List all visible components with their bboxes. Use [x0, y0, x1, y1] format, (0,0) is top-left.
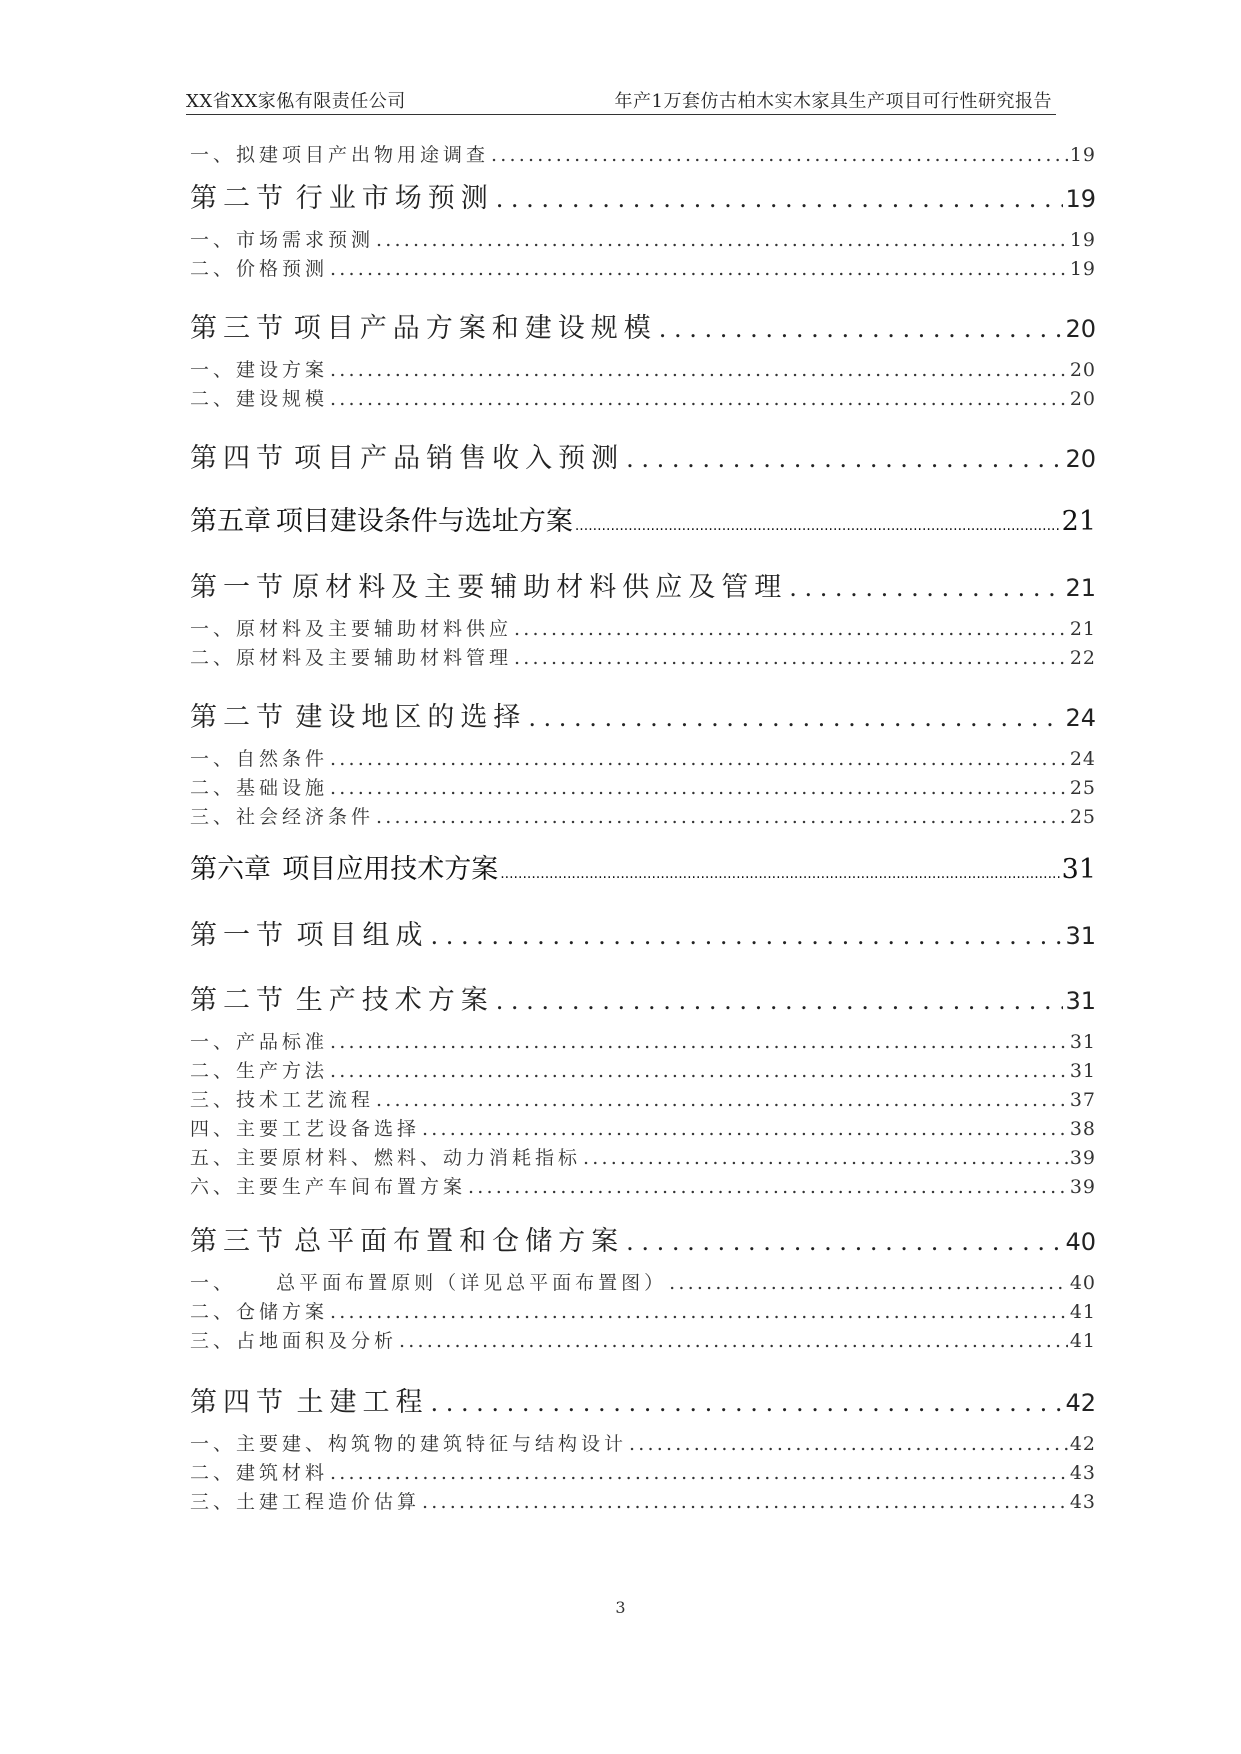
dot-leader — [669, 1272, 1068, 1294]
toc-entry[interactable] — [190, 1326, 1096, 1353]
toc-section-number: 第一节 — [190, 572, 289, 603]
dot-leader — [496, 987, 1064, 1015]
toc-item-label: 一、 总平面布置原则（详见总平面布置图） — [190, 1272, 668, 1294]
dot-leader — [399, 1330, 1068, 1352]
toc-entry[interactable] — [190, 1380, 1096, 1419]
toc-entry[interactable] — [190, 978, 1096, 1017]
dot-leader — [496, 185, 1064, 213]
toc-entry[interactable] — [190, 744, 1096, 771]
toc-page-number: 19 — [1069, 144, 1096, 166]
toc-item-label: 一、建设方案 — [190, 359, 329, 381]
dot-leader — [575, 518, 1060, 534]
toc-page-number: 21 — [1061, 506, 1096, 537]
toc-page-number: 20 — [1065, 315, 1096, 343]
toc-entry[interactable] — [190, 384, 1096, 411]
dot-leader — [430, 922, 1063, 950]
dot-leader — [330, 258, 1068, 280]
dot-leader — [789, 574, 1063, 602]
toc-section-title: 项目组成 — [296, 920, 429, 951]
dot-leader — [330, 1060, 1068, 1082]
page-number: 3 — [615, 1598, 626, 1617]
dot-leader — [514, 647, 1068, 669]
toc-page-number: 39 — [1069, 1147, 1096, 1169]
dot-leader — [629, 1433, 1068, 1455]
toc-entry[interactable] — [190, 140, 1096, 167]
dot-leader — [659, 315, 1064, 343]
toc-page-number: 40 — [1069, 1272, 1096, 1294]
toc-section-title: 生产技术方案 — [295, 985, 494, 1016]
toc-item-label: 四、主要工艺设备选择 — [190, 1118, 421, 1140]
toc-page-number: 20 — [1065, 445, 1096, 473]
toc-page-number: 19 — [1065, 185, 1096, 213]
dot-leader — [468, 1176, 1068, 1198]
toc-entry[interactable] — [190, 1085, 1096, 1112]
toc-section-number: 第一节 — [190, 920, 289, 951]
toc-page-number: 41 — [1069, 1330, 1096, 1352]
toc-entry[interactable] — [190, 225, 1096, 252]
toc-chapter-number: 第六章 — [190, 854, 271, 885]
toc-page-number: 31 — [1065, 922, 1096, 950]
toc-item-label: 二、基础设施 — [190, 777, 329, 799]
toc-page-number: 43 — [1069, 1491, 1096, 1513]
toc-entry[interactable] — [190, 254, 1096, 281]
toc-entry[interactable] — [190, 1219, 1096, 1258]
toc-section-number: 第二节 — [190, 183, 289, 214]
table-of-contents — [190, 140, 1096, 1570]
toc-chapter-title: 项目建设条件与选址方案 — [275, 506, 573, 537]
toc-item-label: 三、技术工艺流程 — [190, 1089, 375, 1111]
toc-entry[interactable] — [190, 355, 1096, 382]
dot-leader — [330, 1301, 1068, 1323]
dot-leader — [376, 229, 1068, 251]
toc-item-label: 二、建筑材料 — [190, 1462, 329, 1484]
toc-entry[interactable] — [190, 1027, 1096, 1054]
dot-leader — [422, 1491, 1068, 1513]
toc-item-label: 一、原材料及主要辅助材料供应 — [190, 618, 513, 640]
toc-entry[interactable] — [190, 1143, 1096, 1170]
dot-leader — [626, 1228, 1063, 1256]
dot-leader — [330, 1462, 1068, 1484]
dot-leader — [330, 748, 1068, 770]
dot-leader — [491, 144, 1068, 166]
toc-page-number: 31 — [1069, 1031, 1096, 1053]
dot-leader — [376, 806, 1068, 828]
toc-section-title: 行业市场预测 — [295, 183, 494, 214]
toc-entry[interactable] — [190, 773, 1096, 800]
toc-item-label: 二、仓储方案 — [190, 1301, 329, 1323]
toc-item-label: 一、自然条件 — [190, 748, 329, 770]
dot-leader — [583, 1147, 1068, 1169]
toc-section-title: 土建工程 — [296, 1387, 429, 1418]
toc-entry[interactable] — [190, 913, 1096, 952]
toc-page-number: 39 — [1069, 1176, 1096, 1198]
toc-entry[interactable] — [190, 1297, 1096, 1324]
toc-page-number: 42 — [1065, 1389, 1096, 1417]
toc-section-number: 第四节 — [190, 443, 289, 474]
toc-item-label: 二、建设规模 — [190, 388, 329, 410]
dot-leader — [422, 1118, 1068, 1140]
dot-leader — [430, 1389, 1063, 1417]
toc-page-number: 31 — [1061, 854, 1096, 885]
toc-entry[interactable] — [190, 1114, 1096, 1141]
toc-entry[interactable] — [190, 1268, 1096, 1295]
toc-entry[interactable] — [190, 499, 1096, 538]
toc-page-number: 25 — [1069, 777, 1096, 799]
toc-page-number: 19 — [1069, 258, 1096, 280]
toc-page-number: 20 — [1069, 359, 1096, 381]
toc-chapter-title: 项目应用技术方案 — [282, 854, 499, 885]
toc-entry[interactable] — [190, 1429, 1096, 1456]
toc-item-label: 一、主要建、构筑物的建筑特征与结构设计 — [190, 1433, 628, 1455]
toc-entry[interactable] — [190, 695, 1096, 734]
toc-page-number: 37 — [1069, 1089, 1096, 1111]
toc-item-label: 三、社会经济条件 — [190, 806, 375, 828]
toc-section-number: 第四节 — [190, 1387, 289, 1418]
toc-section-title: 原材料及主要辅助材料供应及管理 — [292, 572, 788, 603]
dot-leader — [330, 777, 1068, 799]
toc-entry[interactable] — [190, 614, 1096, 641]
toc-page-number: 38 — [1069, 1118, 1096, 1140]
toc-entry[interactable] — [190, 1172, 1096, 1199]
toc-page-number: 20 — [1069, 388, 1096, 410]
toc-page-number: 31 — [1065, 987, 1096, 1015]
toc-page-number: 40 — [1065, 1228, 1096, 1256]
toc-chapter-number: 第五章 — [190, 506, 271, 537]
toc-page-number: 22 — [1069, 647, 1096, 669]
dot-leader — [330, 388, 1068, 410]
toc-item-label: 一、产品标准 — [190, 1031, 329, 1053]
report-title: 年产1万套仿古柏木实木家具生产项目可行性研究报告 — [614, 91, 1052, 112]
toc-entry[interactable] — [190, 643, 1096, 670]
toc-item-label: 一、市场需求预测 — [190, 229, 375, 251]
toc-page-number: 24 — [1069, 748, 1096, 770]
toc-entry[interactable] — [190, 306, 1096, 345]
toc-entry[interactable] — [190, 176, 1096, 215]
toc-page-number: 21 — [1069, 618, 1096, 640]
toc-section-number: 第二节 — [190, 985, 289, 1016]
toc-page-number: 41 — [1069, 1301, 1096, 1323]
toc-entry[interactable] — [190, 1056, 1096, 1083]
toc-page-number: 24 — [1065, 704, 1096, 732]
toc-section-number: 第三节 — [190, 1226, 289, 1257]
toc-entry[interactable] — [190, 1487, 1096, 1514]
toc-item-label: 三、占地面积及分析 — [190, 1330, 398, 1352]
toc-item-label: 六、主要生产车间布置方案 — [190, 1176, 467, 1198]
toc-entry[interactable] — [190, 436, 1096, 475]
dot-leader — [514, 618, 1068, 640]
dot-leader — [500, 866, 1059, 882]
toc-page-number: 21 — [1065, 574, 1096, 602]
toc-page-number: 43 — [1069, 1462, 1096, 1484]
toc-item-label: 二、价格预测 — [190, 258, 329, 280]
toc-item-label: 五、主要原材料、燃料、动力消耗指标 — [190, 1147, 582, 1169]
dot-leader — [528, 704, 1063, 732]
company-name: XX省XX家俬有限责任公司 — [186, 91, 406, 112]
toc-section-title: 建设地区的选择 — [295, 702, 527, 733]
toc-entry[interactable] — [190, 1458, 1096, 1485]
toc-page-number: 42 — [1069, 1433, 1096, 1455]
dot-leader — [330, 1031, 1068, 1053]
toc-item-label: 二、生产方法 — [190, 1060, 329, 1082]
toc-entry[interactable] — [190, 802, 1096, 829]
dot-leader — [376, 1089, 1068, 1111]
toc-item-label: 二、原材料及主要辅助材料管理 — [190, 647, 513, 669]
toc-section-number: 第二节 — [190, 702, 289, 733]
toc-page-number: 19 — [1069, 229, 1096, 251]
toc-section-title: 总平面布置和仓储方案 — [294, 1226, 625, 1257]
toc-section-number: 第三节 — [190, 313, 289, 344]
toc-page-number: 31 — [1069, 1060, 1096, 1082]
toc-item-label: 一、拟建项目产出物用途调查 — [190, 144, 490, 166]
toc-entry[interactable] — [190, 847, 1096, 886]
toc-section-title: 项目产品销售收入预测 — [294, 443, 625, 474]
toc-item-label: 三、土建工程造价估算 — [190, 1491, 421, 1513]
dot-leader — [626, 445, 1063, 473]
page-header — [186, 84, 1056, 115]
toc-page-number: 25 — [1069, 806, 1096, 828]
toc-entry[interactable] — [190, 565, 1096, 604]
dot-leader — [330, 359, 1068, 381]
toc-section-title: 项目产品方案和建设规模 — [293, 313, 657, 344]
